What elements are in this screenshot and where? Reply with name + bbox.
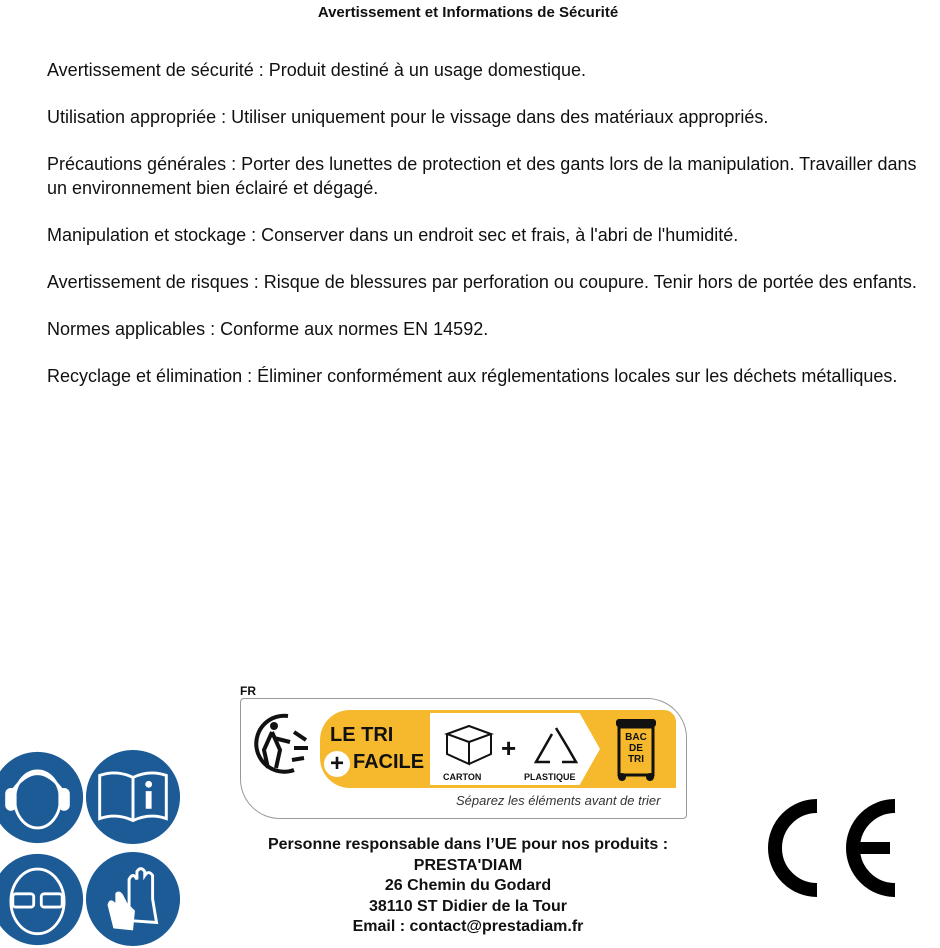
plastique-label: PLASTIQUE [524, 772, 576, 782]
safety-paragraphs [47, 58, 937, 411]
page-title: Avertissement et Informations de Sécurité [317, 4, 619, 21]
bin-label [620, 732, 652, 765]
country-code: FR [240, 684, 256, 698]
plus-sign: + [501, 733, 517, 763]
triman-caption: Séparez les éléments avant de trier [456, 793, 661, 808]
address-line: 26 Chemin du Godard [384, 877, 552, 894]
gloves-icon [84, 850, 182, 948]
plastic-recycle-icon [532, 724, 580, 768]
le-tri-text: LE TRI [330, 724, 394, 746]
bin-line: BAC [625, 732, 647, 743]
carton-label: CARTON [443, 772, 482, 782]
paragraph-risks: Avertissement de risques : Risque de blessures par perforation ou coupure. Tenir hors de portée des enfants. [47, 272, 917, 292]
triman-icon [248, 710, 314, 776]
responsible-person [230, 835, 706, 938]
paragraph-storage: Manipulation et stockage : Conserver dans un endroit sec et frais, à l'abri de l'humidité. [47, 225, 739, 245]
paragraph-warning: Avertissement de sécurité : Produit destiné à un usage domestique. [47, 60, 586, 80]
paragraph-recycling: Recyclage et élimination : Éliminer conformément aux réglementations locales sur les déchets métalliques. [47, 366, 898, 386]
company-name: PRESTA'DIAM [413, 856, 523, 874]
carton-icon [443, 722, 495, 766]
ear-protection-icon [0, 750, 85, 845]
paragraph-usage: Utilisation appropriée : Utiliser uniquement pour le vissage dans des matériaux appropriés. [47, 107, 769, 127]
bin-line: DE [629, 743, 643, 754]
eye-protection-icon [0, 852, 85, 947]
plus-badge: + [324, 751, 350, 777]
address-line: 38110 ST Didier de la Tour [369, 897, 567, 915]
bin-line: TRI [627, 754, 645, 765]
email: Email : contact@prestadiam.fr [352, 918, 584, 935]
facile-text: FACILE [353, 751, 425, 773]
ce-mark-icon [757, 798, 902, 898]
paragraph-standards: Normes applicables : Conforme aux normes EN 14592. [47, 319, 489, 339]
paragraph-precautions: Précautions générales : Porter des lunettes de protection et des gants lors de la manipulation. Travailler dans un environnement bien éclairé et dégagé. [47, 154, 917, 198]
responsible-heading: Personne responsable dans l’UE pour nos produits : [267, 836, 669, 853]
read-manual-icon [84, 748, 182, 846]
